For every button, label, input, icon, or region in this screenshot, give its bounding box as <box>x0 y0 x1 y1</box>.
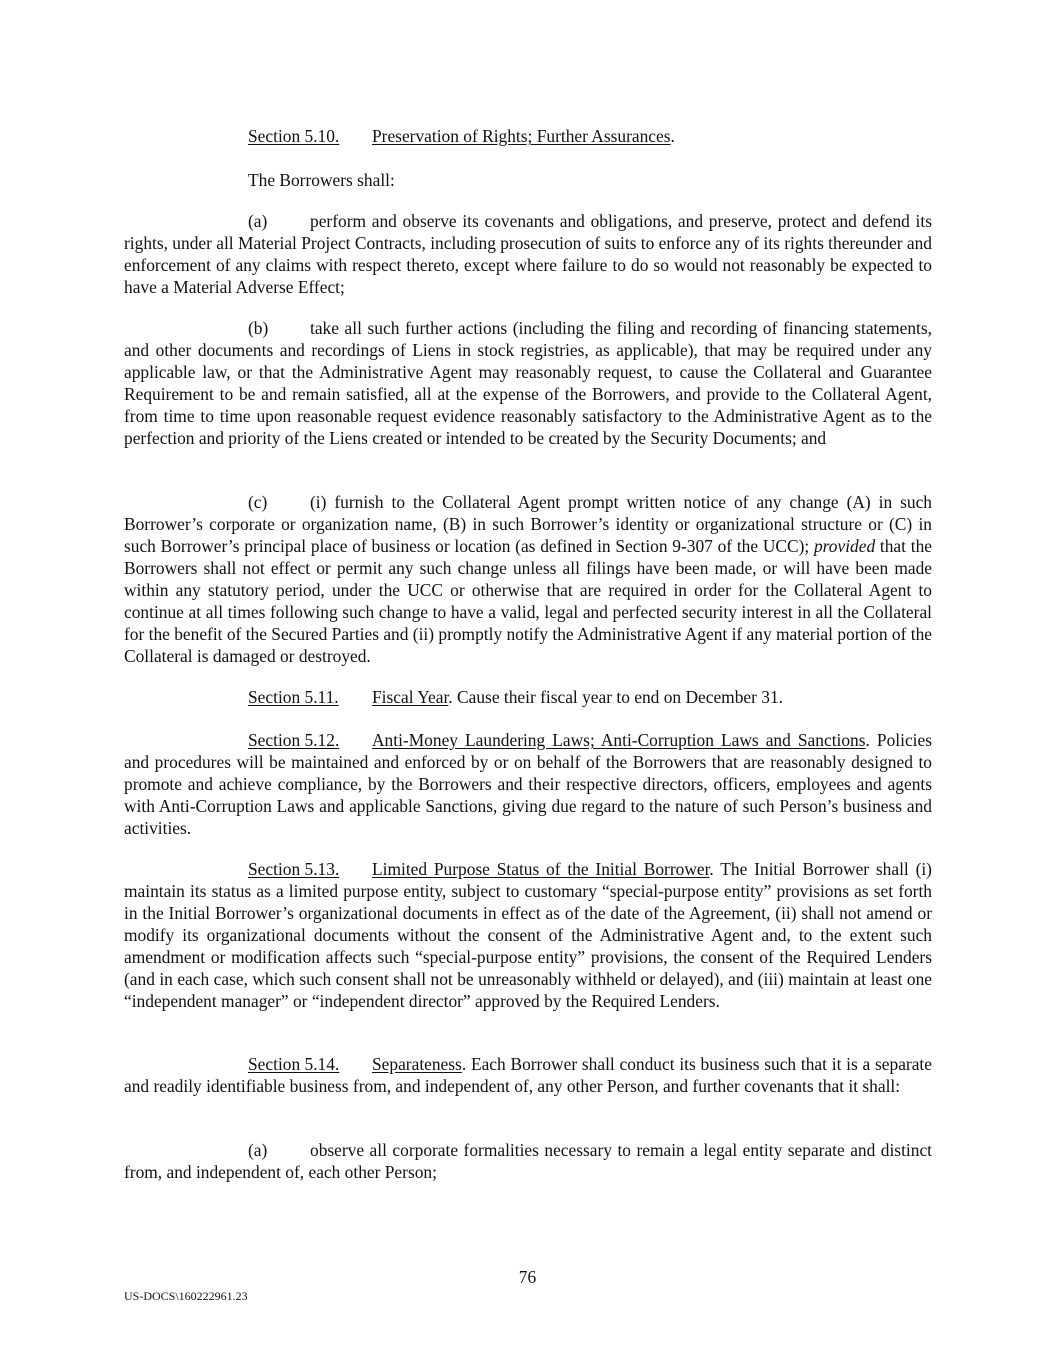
section-5-14-clause-a-text: observe all corporate formalities necessary to remain a legal entity separate and distinct from, and independent of, each other Person; <box>124 1140 932 1182</box>
section-5-10-clause-b <box>124 317 932 449</box>
section-5-14-clause-a <box>124 1139 932 1183</box>
section-5-10-clause-a <box>124 210 932 298</box>
section-5-13-number: Section 5.13. <box>248 859 340 879</box>
section-5-13-title: Limited Purpose Status of the Initial Borrower <box>372 859 710 879</box>
section-5-13-text: . The Initial Borrower shall (i) maintain its status as a limited purpose entity, subject to customary “special-purpose entity” provisions as set forth in the Initial Borrower’s organizational documents in effect as of the date of the Agreement, (ii) shall not amend or modify its organizational documents without the consent of the Administrative Agent and, to the extent such amendment or modification affects such “special-purpose entity” provisions, the consent of the Required Lenders (and in each case, which such consent shall not be unreasonably withheld or delayed), and (iii) maintain at least one “independent manager” or “independent director” approved by the Required Lenders. <box>124 859 932 1011</box>
clause-a-text: perform and observe its covenants and obligations, and preserve, protect and defend its rights, under all Material Project Contracts, including prosecution of suits to enforce any of its rights thereunder and enforcement of any claims with respect thereto, except where failure to do so would not reasonably be expected to have a Material Adverse Effect; <box>124 211 932 297</box>
section-5-10-clause-c <box>124 491 932 667</box>
clause-c-provided: provided <box>813 536 876 556</box>
section-5-11-number: Section 5.11. <box>248 687 339 707</box>
section-5-14-text: . Each Borrower shall conduct its business such that it is a separate and readily identifiable business from, and independent of, any other Person, and further covenants that it shall: <box>124 1054 932 1096</box>
section-5-11 <box>124 686 1055 708</box>
section-5-10-intro: The Borrowers shall: <box>248 170 395 190</box>
section-5-12 <box>124 729 932 839</box>
section-5-14-clause-a-label: (a) <box>248 1140 268 1160</box>
page-number: 76 <box>518 1267 537 1287</box>
section-5-12-text: . Policies and procedures will be maintained and enforced by or on behalf of the Borrowers that are reasonably designed to promote and achieve compliance, by the Borrowers and their respective directors, officers, employees and agents with Anti-Corruption Laws and applicable Sanctions, giving due regard to the nature of such Person’s business and activities. <box>124 730 932 838</box>
section-5-10-title: Preservation of Rights; Further Assurances <box>372 126 671 146</box>
section-5-14-number: Section 5.14. <box>248 1054 340 1074</box>
section-5-10-heading <box>124 125 1055 147</box>
clause-c-text-part1: (i) furnish to the Collateral Agent prompt written notice of any change (A) in such Borrower’s corporate or organization name, (B) in such Borrower’s identity or organizational structure or (C) in such Borrower’s principal place of business or location (as defined in Section 9-307 of the UCC); <box>124 492 932 556</box>
section-5-10-title-end: . <box>670 126 675 146</box>
section-5-10-number: Section 5.10. <box>248 126 340 146</box>
document-id: US-DOCS\160222961.23 <box>124 1289 248 1303</box>
clause-c-text-part2: that the Borrowers shall not effect or permit any such change unless all filings have been made, or will have been made within any statutory period, under the UCC or otherwise that are required in order for the Collateral Agent to continue at all times following such change to have a valid, legal and perfected security interest in all the Collateral for the benefit of the Secured Parties and (ii) promptly notify the Administrative Agent if any material portion of the Collateral is damaged or destroyed. <box>124 536 932 666</box>
section-5-14 <box>124 1053 932 1097</box>
section-5-11-text: . Cause their fiscal year to end on December 31. <box>448 687 783 707</box>
section-5-12-number: Section 5.12. <box>248 730 340 750</box>
clause-a-label: (a) <box>248 211 268 231</box>
clause-b-label: (b) <box>248 318 269 338</box>
section-5-12-title: Anti-Money Laundering Laws; Anti-Corruption Laws and Sanctions <box>372 730 866 750</box>
section-5-14-title: Separateness <box>372 1054 462 1074</box>
clause-c-label: (c) <box>248 492 268 512</box>
section-5-13 <box>124 858 932 1012</box>
section-5-11-title: Fiscal Year <box>372 687 449 707</box>
clause-b-text: take all such further actions (including the filing and recording of financing statements, and other documents and recordings of Liens in stock registries, as applicable), that may be required under any applicable law, or that the Administrative Agent may reasonably request, to cause the Collateral and Guarantee Requirement to be and remain satisfied, all at the expense of the Borrowers, and provide to the Collateral Agent, from time to time upon reasonable request evidence reasonably satisfactory to the Administrative Agent as to the perfection and priority of the Liens created or intended to be created by the Security Documents; and <box>124 318 932 448</box>
